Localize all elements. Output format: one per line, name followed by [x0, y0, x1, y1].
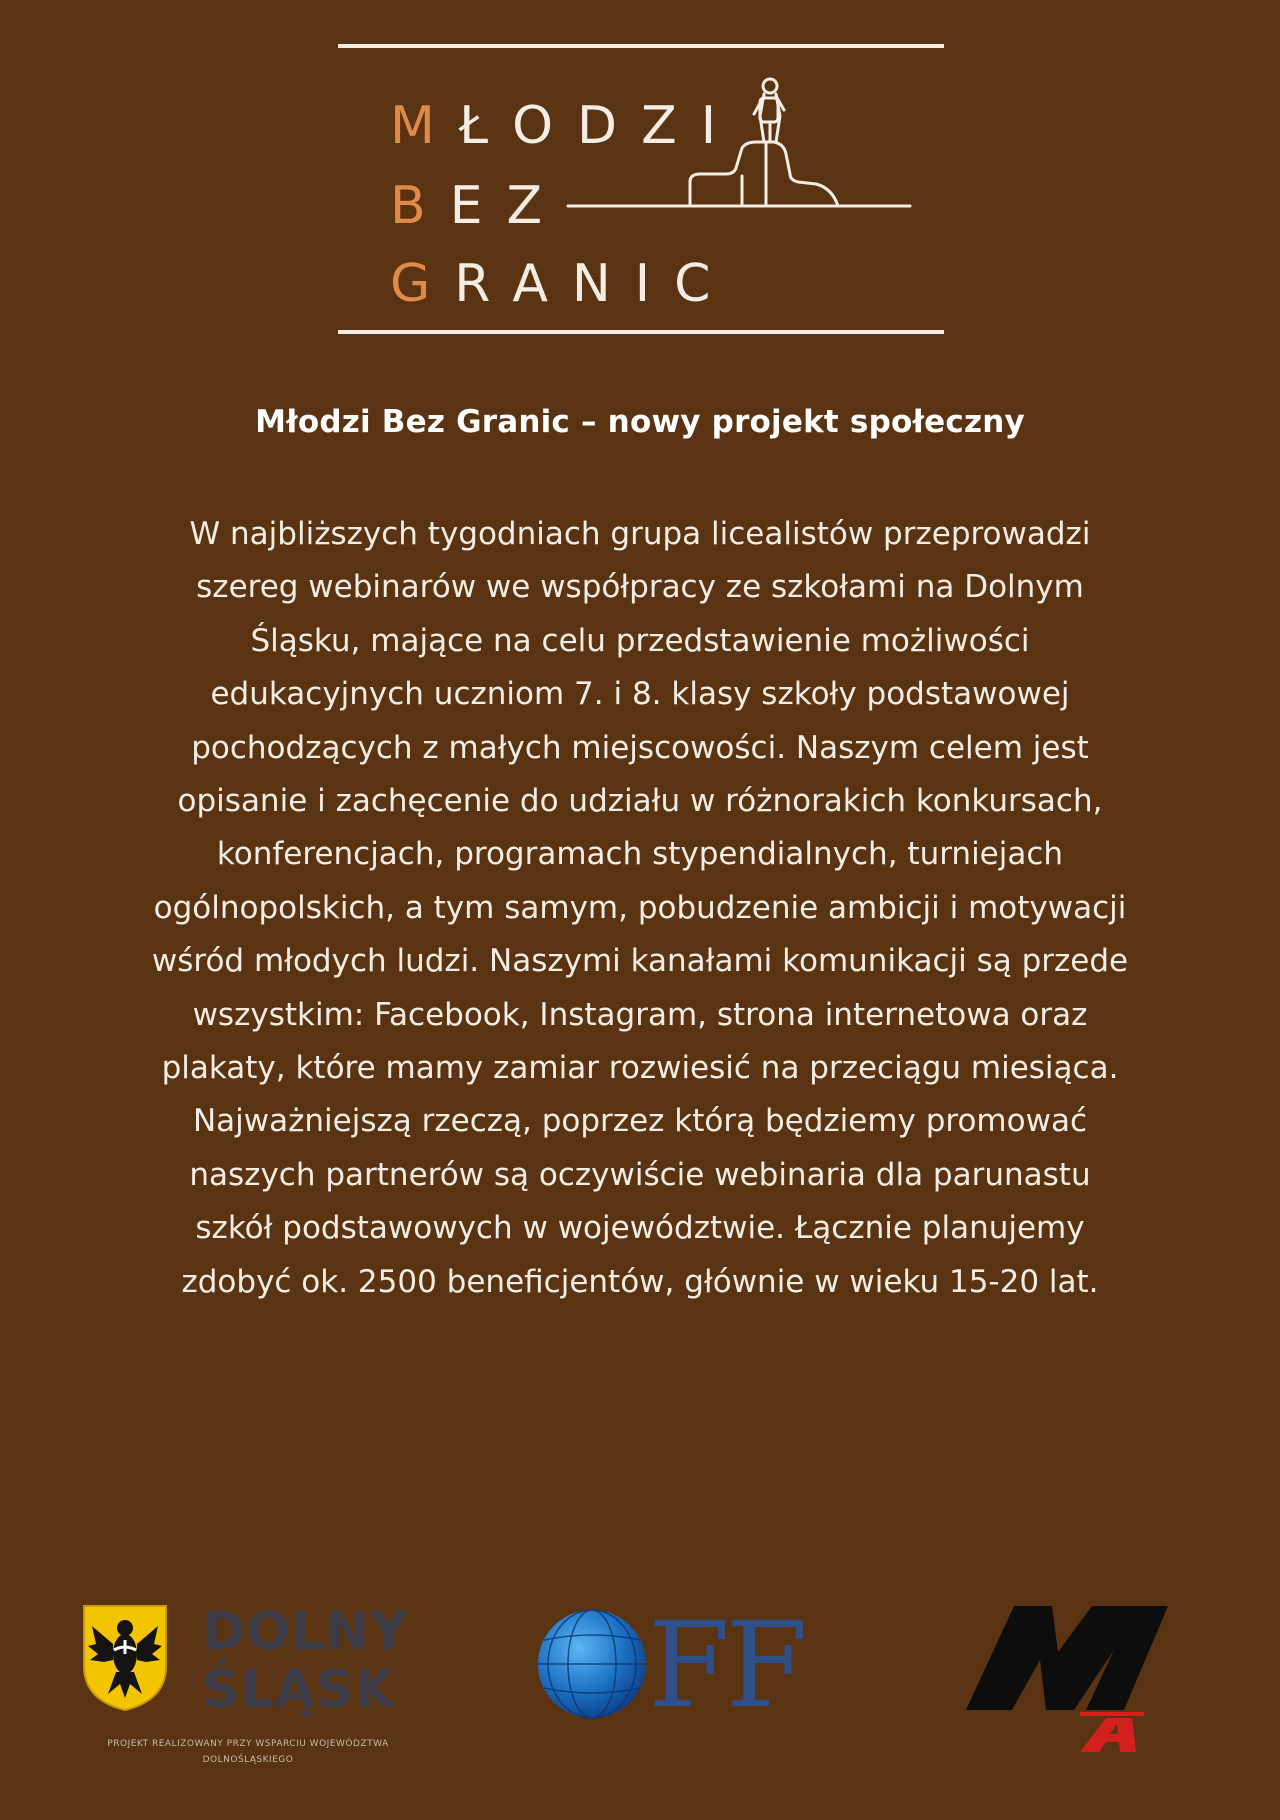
ma-logo-icon	[956, 1600, 1176, 1760]
logo-rest-granic: RANIC	[454, 254, 735, 314]
dolny-tagline-line1: PROJEKT REALIZOWANY PRZY WSPARCIU WOJEWÓDZTWA	[107, 1739, 389, 1749]
sponsor-dolny-slask	[78, 1600, 418, 1775]
logo-rest-bez: EZ	[449, 176, 567, 236]
mbg-logo	[338, 44, 944, 340]
dolny-word: DOLNY	[202, 1602, 409, 1662]
dolny-tagline	[78, 1736, 418, 1768]
headline: Młodzi Bez Granic – nowy projekt społeczny	[255, 404, 1025, 440]
sponsor-ma	[956, 1600, 1176, 1760]
lower-silesia-eagle-icon	[80, 1604, 170, 1712]
off-letters: FF	[648, 1596, 804, 1734]
sponsor-off	[536, 1596, 826, 1734]
logo-bottom-rule	[338, 330, 944, 334]
dolny-tagline-line2: DOLNOŚLĄSKIEGO	[202, 1755, 294, 1765]
body-text: W najbliższych tygodniach grupa licealistów przeprowadzi szereg webinarów we współpracy ze szkołami na Dolnym Śląsku, mające na celu przedstawienie możliwości edukacyjnych uczniom 7. i 8. klasy szkoły podstawowej pochodzących z małych miejscowości. Naszym celem jest opisanie i zachęcenie do udziału w różnorakich konkursach, konferencjach, programach stypendialnych, turniejach ogólnopolskich, a tym samym, pobudzenie ambicji i motywacji wśród młodych ludzi. Naszymi kanałami komunikacji są przede wszystkim: Facebook, Instagram, strona internetowa oraz plakaty, które mamy zamiar rozwiesić na przeciągu miesiąca. Najważniejszą rzeczą, poprzez którą będziemy promować naszych partnerów są oczywiście webinaria dla parunastu szkół podstawowych w województwie. Łącznie planujemy zdobyć ok. 2500 beneficjentów, głównie w wieku 15-20 lat.	[151, 516, 1129, 1300]
logo-initial-g: G	[390, 254, 455, 314]
logo-initial-b: B	[390, 176, 450, 236]
globe-icon	[536, 1608, 648, 1720]
slask-word: ŚLĄSK	[202, 1660, 396, 1720]
logo-initial-m: M	[390, 96, 459, 156]
person-on-rocks-icon	[338, 44, 944, 340]
logo-rest-mlodzi: ŁODZI	[458, 96, 741, 156]
